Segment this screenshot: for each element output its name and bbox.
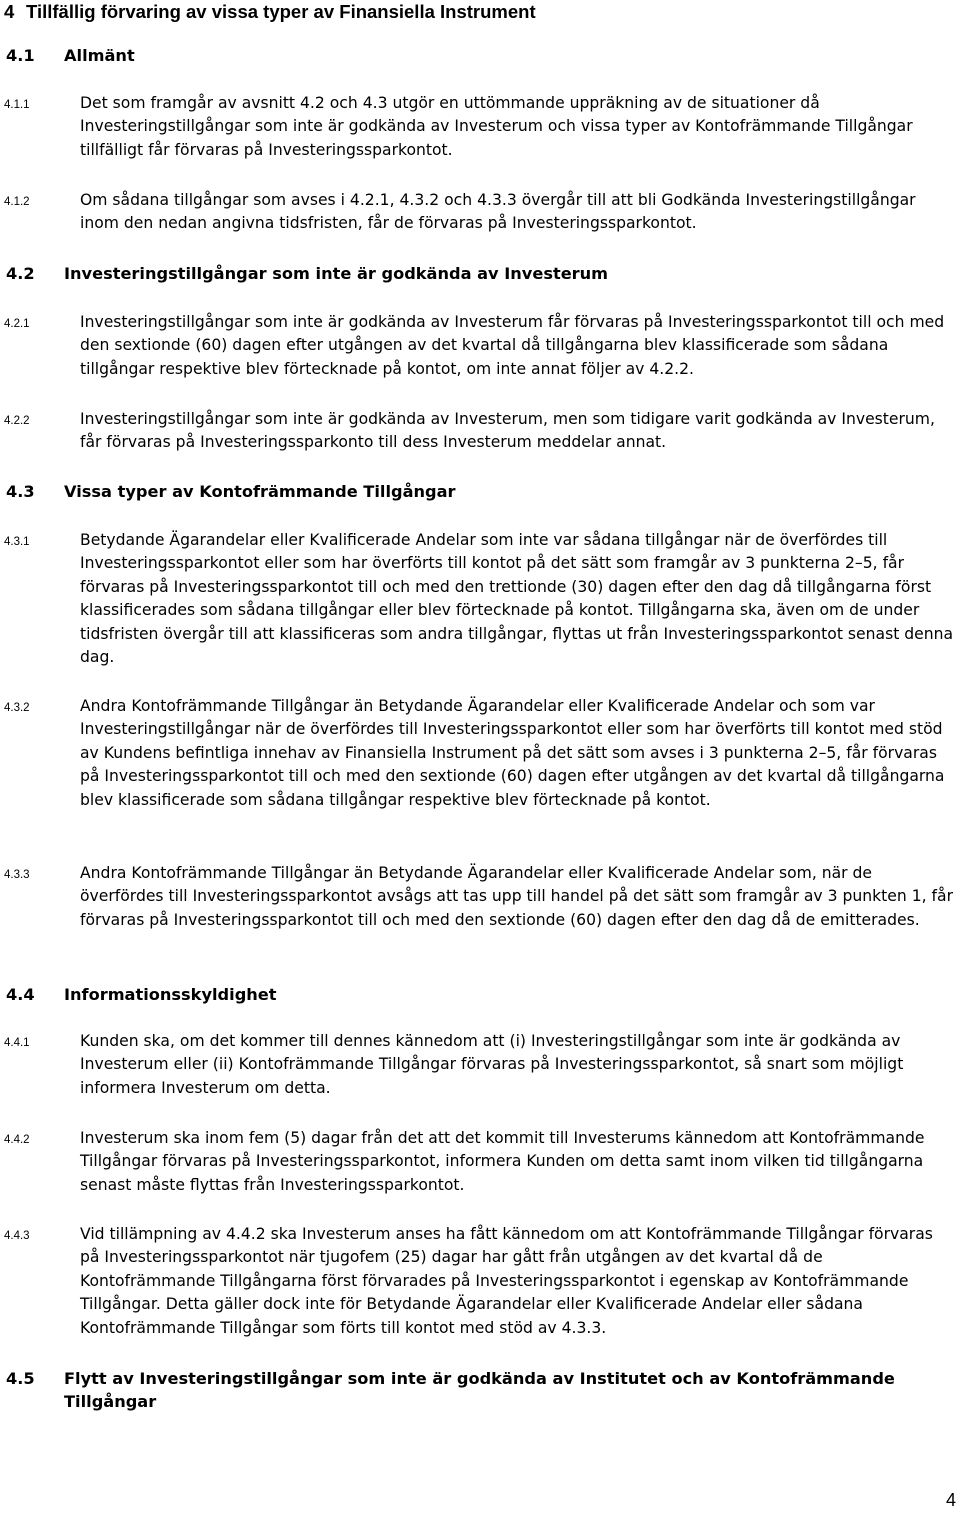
paragraph-4-4-2 [4,1127,956,1197]
paragraph-number: 4.1.2 [4,196,30,208]
paragraph-text: Om sådana tillgångar som avses i 4.2.1, 4.3.2 och 4.3.3 övergår till att bli Godkända Investeringstillgångar inom den nedan angivna tidsfristen, får de förvaras på Investeringssparkontot. [80,191,916,233]
paragraph-4-4-1 [4,1030,956,1100]
paragraph-number: 4.3.2 [4,702,30,714]
paragraph-number: 4.4.3 [4,1230,30,1242]
paragraph-text: Betydande Ägarandelar eller Kvalificerade Andelar som inte var sådana tillgångar när de överfördes till Investeringssparkontot eller som har överförts till kontot på det sätt som framgår av 3 punkterna 2–5, får förvaras på Investeringssparkontot till och med den trettionde (30) dagen efter den dag då tillgångarna först klassificerades som sådana tillgångar eller blev förtecknade på kontot. Tillgångarna ska, även om de under tidsfristen övergår till att klassificeras som andra tillgångar, flyttas ut från Investeringssparkontot senast denna dag. [80,531,954,667]
section-heading-4-5 [6,1367,946,1414]
paragraph-4-4-3 [4,1223,956,1340]
paragraph-text: Andra Kontofrämmande Tillgångar än Betydande Ägarandelar eller Kvalificerade Andelar som, när de överfördes till Investeringssparkontot avsågs att tas upp till handel på det sätt som framgår av 3 punkten 1, får förvaras på Investeringssparkontot till och med den sextionde (60) dagen efter den dag då de emitterades. [80,864,953,929]
paragraph-4-2-1 [4,311,956,381]
section-heading-4-2 [6,262,946,285]
section-title: Flytt av Investeringstillgångar som inte är godkända av Institutet och av Kontofrämmande Tillgångar [64,1369,895,1412]
paragraph-4-3-1 [4,529,956,669]
paragraph-number: 4.4.2 [4,1134,30,1146]
section-number: 4.4 [6,985,35,1004]
section-heading-4-1 [6,44,946,67]
paragraph-number: 4.1.1 [4,99,30,111]
chapter-number: 4 [4,1,15,22]
page-number: 4 [945,1490,956,1510]
paragraph-text: Investerum ska inom fem (5) dagar från det att det kommit till Investerums kännedom att Kontofrämmande Tillgångar förvaras på Investeringssparkontot, informera Kunden om detta samt inom vilken tid tillgångarna senast måste flyttas från Investeringssparkontot. [80,1129,925,1194]
section-number: 4.5 [6,1369,35,1388]
paragraph-number: 4.2.1 [4,318,30,330]
section-number: 4.1 [6,46,35,65]
paragraph-4-3-2 [4,695,956,812]
paragraph-number: 4.2.2 [4,415,30,427]
paragraph-4-3-3 [4,862,960,932]
section-number: 4.2 [6,264,35,283]
section-title: Informationsskyldighet [64,985,277,1004]
paragraph-4-1-1 [4,92,956,162]
paragraph-number: 4.3.1 [4,536,30,548]
section-heading-4-3 [6,480,946,503]
section-title: Allmänt [64,46,135,65]
section-title: Vissa typer av Kontofrämmande Tillgångar [64,482,456,501]
paragraph-text: Andra Kontofrämmande Tillgångar än Betydande Ägarandelar eller Kvalificerade Andelar och som var Investeringstillgångar när de överfördes till Investeringssparkontot eller som har överförts till kontot med stöd av Kundens befintliga innehav av Finansiella Instrument på det sätt som avses i 3 punkterna 2–5, får förvaras på Investeringssparkontot till och med den sextionde (60) dagen efter utgången av det kvartal då tillgångarna blev klassificerade som sådana tillgångar respektive blev förtecknade på kontot. [80,697,945,809]
paragraph-text: Det som framgår av avsnitt 4.2 och 4.3 utgör en uttömmande uppräkning av de situationer då Investeringstillgångar som inte är godkända av Investerum och vissa typer av Kontofrämmande Tillgångar tillfälligt får förvaras på Investeringssparkontot. [80,94,913,159]
section-title: Investeringstillgångar som inte är godkända av Investerum [64,264,609,283]
section-number: 4.3 [6,482,35,501]
paragraph-4-1-2 [4,189,956,236]
section-heading-4-4 [6,983,946,1006]
paragraph-text: Investeringstillgångar som inte är godkända av Investerum, men som tidigare varit godkända av Investerum, får förvaras på Investeringssparkonto till dess Investerum meddelar annat. [80,410,935,452]
paragraph-text: Vid tillämpning av 4.4.2 ska Investerum anses ha fått kännedom om att Kontofrämmande Tillgångar förvaras på Investeringssparkontot när tjugofem (25) dagar har gått från utgången av det kvartal då de Kontofrämmande Tillgångarna först förvarades på Investeringssparkontot i egenskap av Kontofrämmande Tillgångar. Detta gäller dock inte för Betydande Ägarandelar eller Kvalificerade Andelar eller sådana Kontofrämmande Tillgångar som förts till kontot med stöd av 4.3.3. [80,1225,933,1337]
chapter-title: Tillfällig förvaring av vissa typer av Finansiella Instrument [26,1,536,22]
paragraph-text: Kunden ska, om det kommer till dennes kännedom att (i) Investeringstillgångar som inte är godkända av Investerum eller (ii) Kontofrämmande Tillgångar förvaras på Investeringssparkontot, så snart som möjligt informera Investerum om detta. [80,1032,904,1097]
paragraph-text: Investeringstillgångar som inte är godkända av Investerum får förvaras på Investeringssparkontot till och med den sextionde (60) dagen efter utgången av det kvartal då tillgångarna blev klassificerade som sådana tillgångar respektive blev förtecknade på kontot, om inte annat följer av 4.2.2. [80,313,945,378]
paragraph-4-2-2 [4,408,956,455]
paragraph-number: 4.4.1 [4,1037,30,1049]
paragraph-number: 4.3.3 [4,869,30,881]
